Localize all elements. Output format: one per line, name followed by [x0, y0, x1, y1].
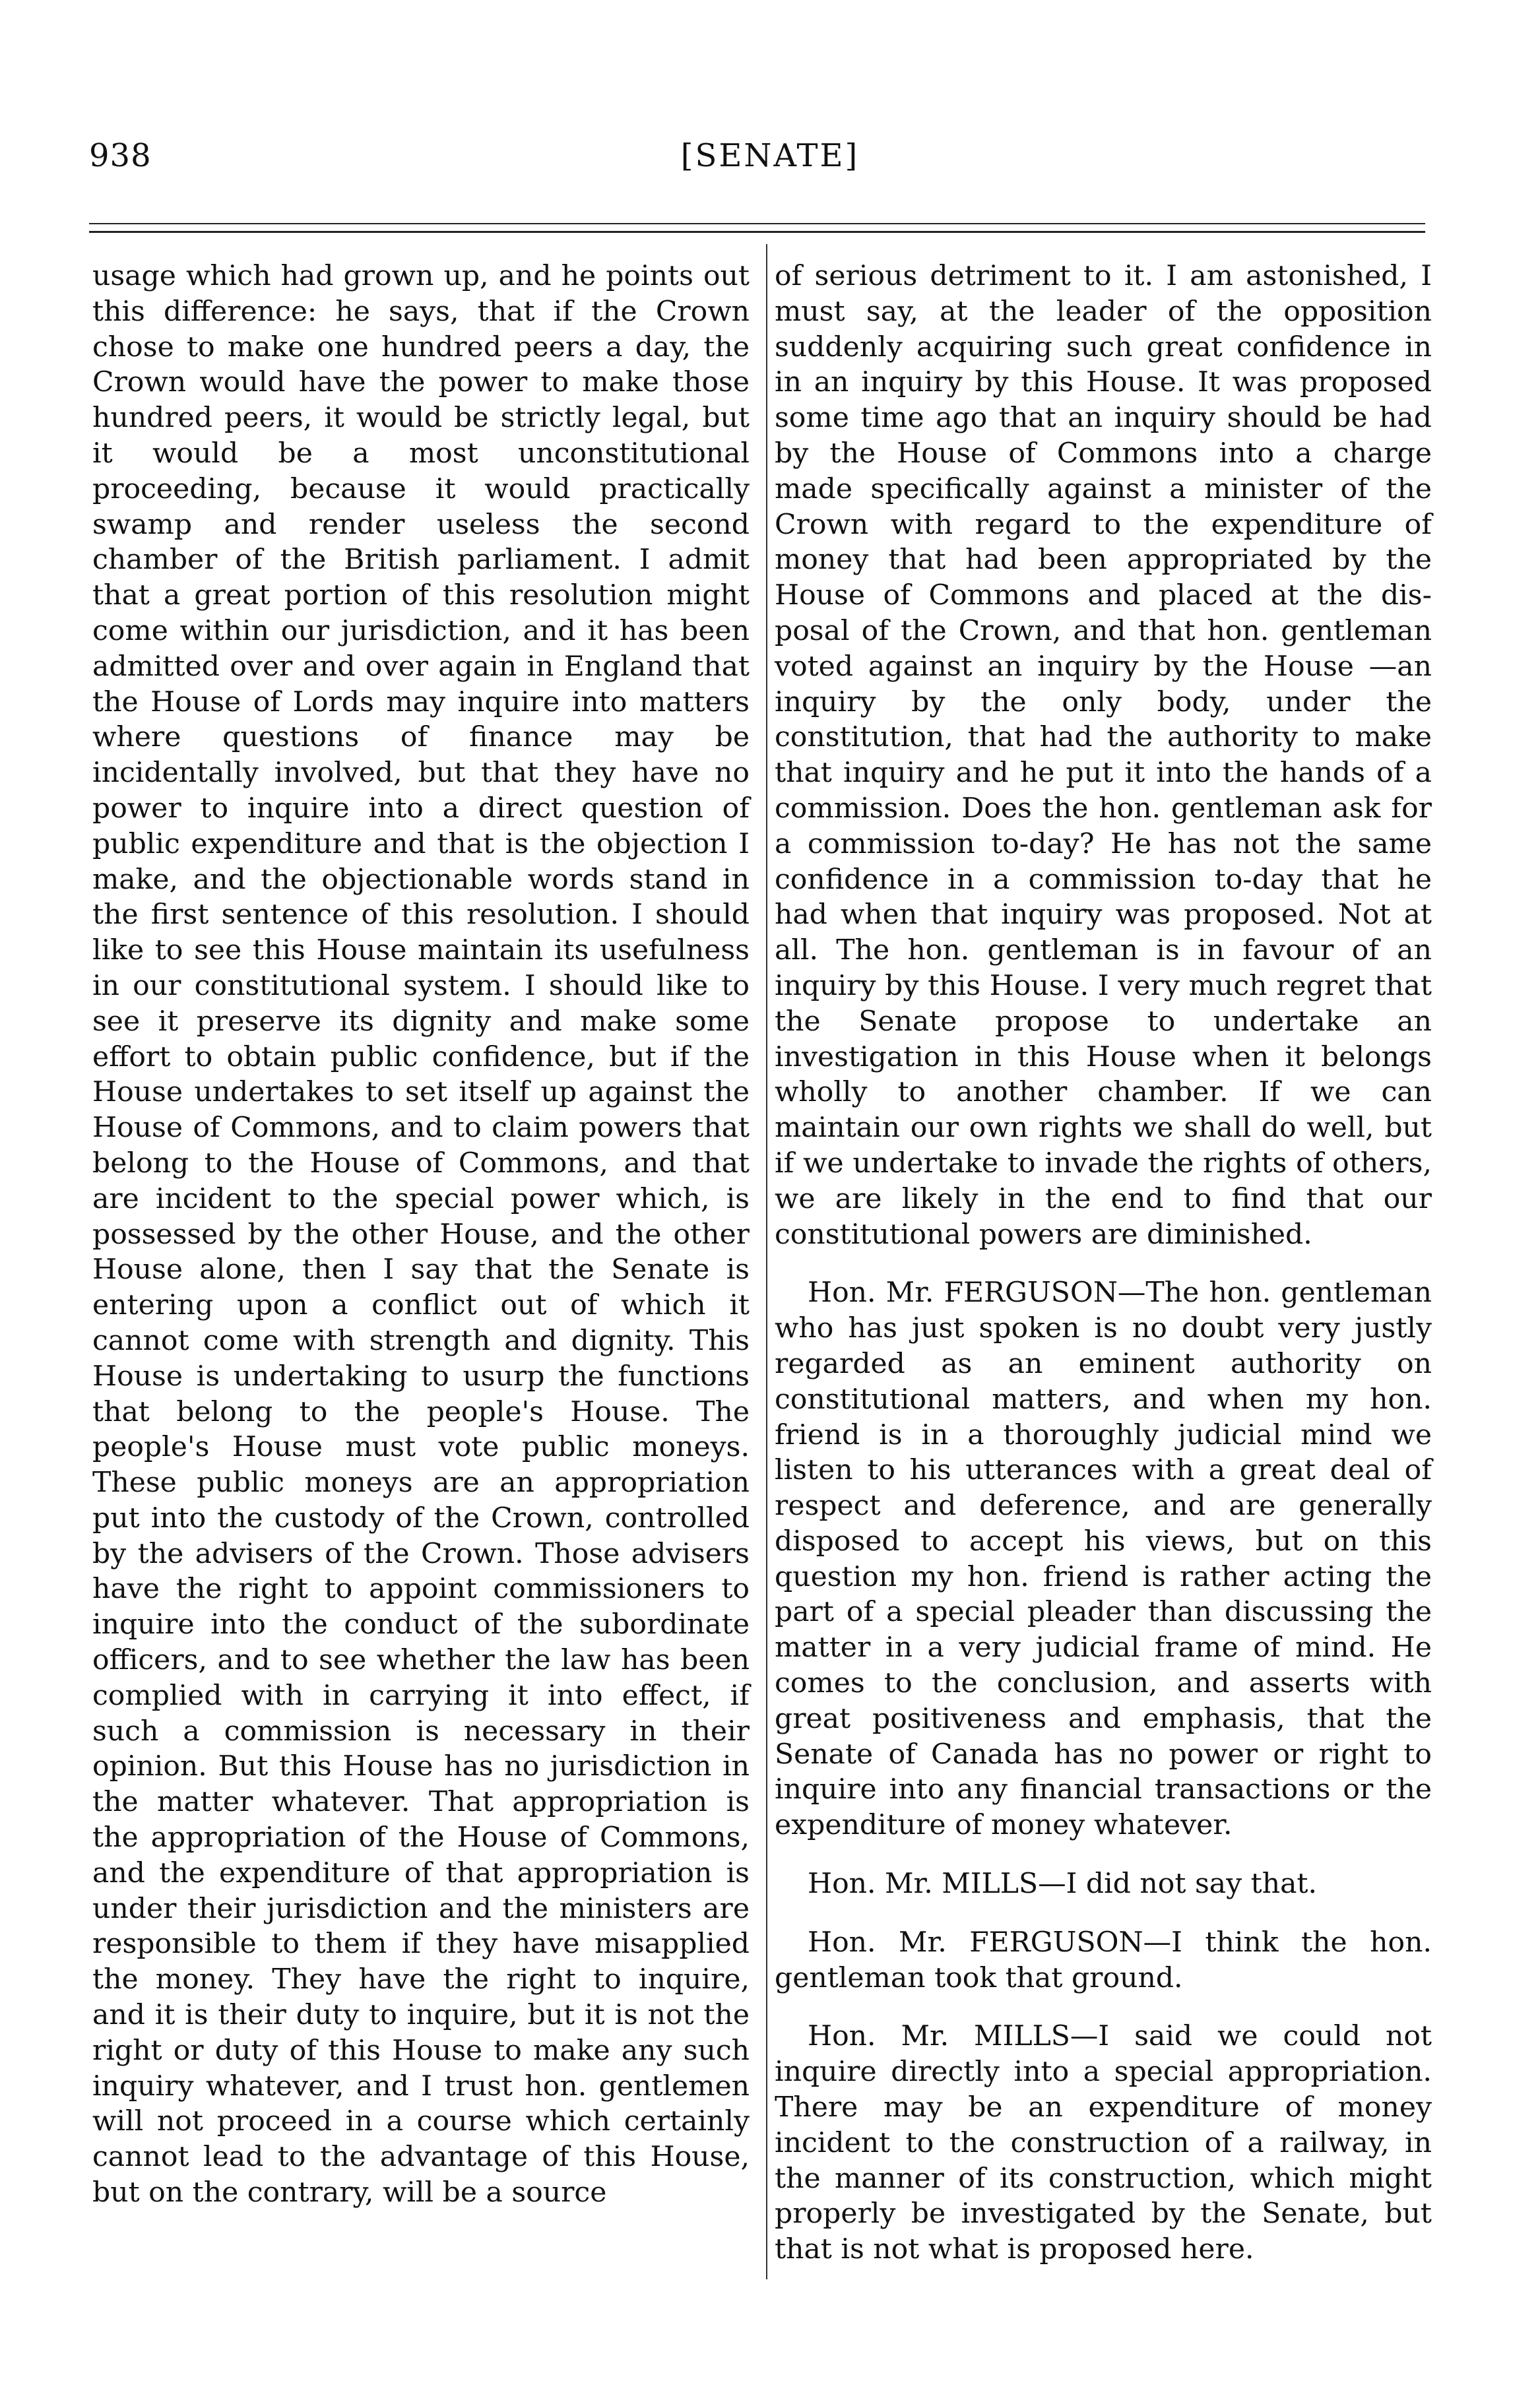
- column-divider: [766, 244, 767, 2279]
- header-rule-top: [89, 223, 1425, 224]
- speech-ferguson-1: Hon. Mr. FERGUSON—The hon. gentleman who has just spoken is no doubt very justly regarded as an eminent authority on constitutional matters, and when my hon. friend is in a thoroughly judicial mind we listen to his utterances with a great deal of respect and deference, and are generally disposed to accept his views, but on this question my hon. friend is rather acting the part of a special pleader than discussing the matter in a very judicial frame of mind. He comes to the conclusion, and asserts with great positiveness and emphasis, that the Senate of Canada has no power or right to inquire into any financial transactions or the expenditure of money whatever.: [775, 1277, 1432, 1842]
- left-column-paragraph: usage which had grown up, and he points out this difference: he says, that if the Crown chose to make one hundred peers a day, the Crown would have the power to make those hundred peers, it would be strictly legal, but it would be a most unconstitutional proceeding, because it would practically swamp and render useless the second chamber of the British parliament. I admit that a great portion of this resolution might come within our jurisdiction, and it has been admitted over and over again in England that the House of Lords may inquire into matters where questions of finance may be incidentally involved, but that they have no power to inquire into a direct question of public expenditure and that is the objection I make, and the objectionable words stand in the first sentence of this resolution. I should like to see this House maintain its usefulness in our constitutional system. I should like to see it preserve its dignity and make some effort to obtain public confidence, but if the House undertakes to set itself up against the House of Commons, and to claim powers that belong to the House of Commons, and that are incident to the special power which, is possessed by the other House, and the other House alone, then I say that the Senate is entering upon a conflict out of which it cannot come with strength and dignity. This House is undertaking to usurp the functions that belong to the people's House. The people's House must vote public moneys. These public moneys are an appropriation put into the custody of the Crown, controlled by the advisers of the Crown. Those advisers have the right to appoint commissioners to inquire into the conduct of the subordinate officers, and to see whether the law has been complied with in carrying it into effect, if such a commission is necessary in their opinion. But this House has no jurisdiction in the matter whatever. That appropriation is the appropriation of the House of Commons, and the expenditure of that appropriation is under their jurisdiction and the ministers are responsible to them if they have misapplied the money. They have the right to inquire, and it is their duty to inquire, but it is not the right or duty of this House to make any such inquiry whatever, and I trust hon. gentlemen will not proceed in a course which certainly cannot lead to the advantage of this House, but on the contrary, will be a source: [92, 260, 750, 2209]
- right-column-paragraph: of serious detriment to it. I am astonished, I must say, at the leader of the opposition suddenly acquiring such great confidence in in an inquiry by this House. It was proposed some time ago that an inquiry should be had by the House of Commons into a charge made specifically against a minister of the Crown with regard to the expenditure of money that had been appropriated by the House of Commons and placed at the disposal of the Crown, and that hon. gentleman voted against an inquiry by the House —an inquiry by the only body, under the constitution, that had the authority to make that inquiry and he put it into the hands of a commission. Does the hon. gentleman ask for a commission to-day? He has not the same confidence in a commission to-day that he had when that inquiry was proposed. Not at all. The hon. gentleman is in favour of an inquiry by this House. I very much regret that the Senate propose to undertake an investigation in this House when it belongs wholly to another chamber. If we can maintain our own rights we shall do well, but if we undertake to invade the rights of others, we are likely in the end to find that our constitutional powers are diminished.: [775, 260, 1432, 1251]
- right-column: [775, 259, 1432, 2267]
- page-number: 938: [89, 137, 152, 174]
- header-rule-bottom: [89, 231, 1425, 233]
- speech-mills-1: Hon. Mr. MILLS—I did not say that.: [808, 1868, 1317, 1901]
- left-column: [92, 259, 750, 2211]
- speech-mills-2: Hon. Mr. MILLS—I said we could not inquire directly into a special appropriation. There may be an expenditure of money incident to the construction of a railway, in the manner of its construction, which might properly be investigated by the Senate, but that is not what is proposed here.: [775, 2020, 1432, 2266]
- speech-ferguson-2: Hon. Mr. FERGUSON—I think the hon. gentleman took that ground.: [775, 1926, 1432, 1994]
- page-header-title: [SENATE]: [680, 137, 860, 174]
